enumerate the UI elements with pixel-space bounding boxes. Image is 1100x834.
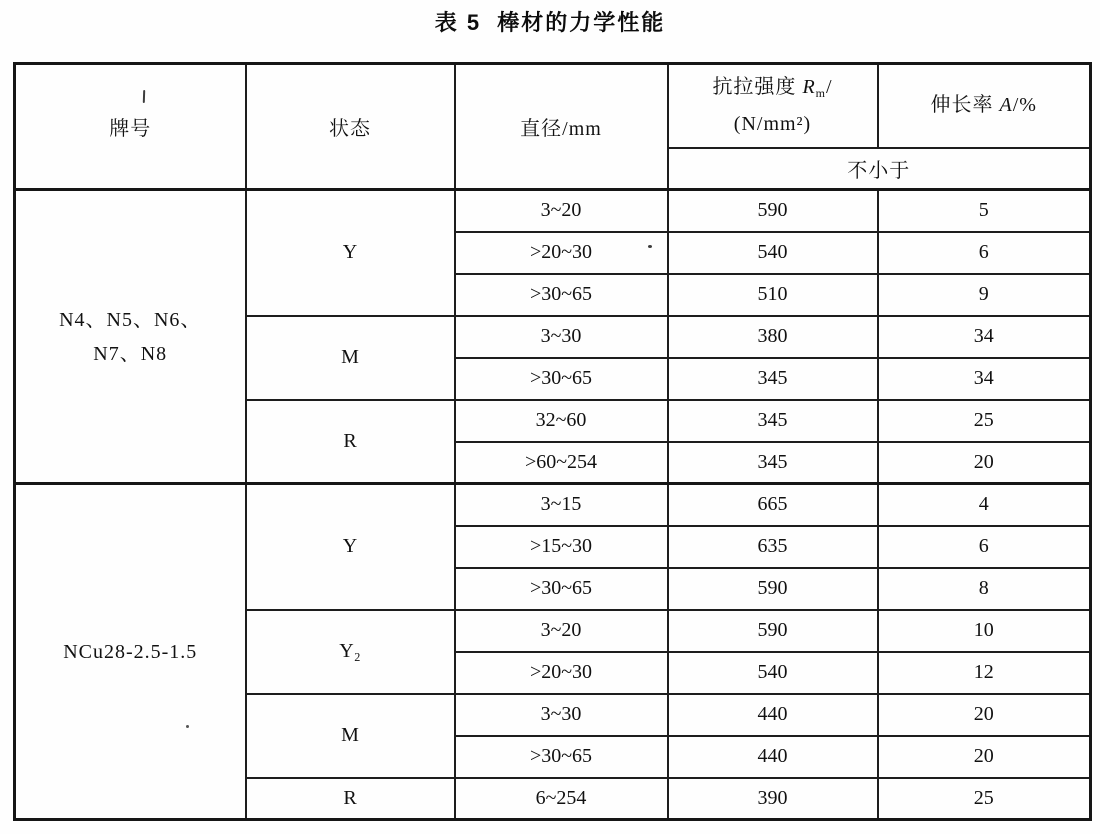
elongation-symbol: A bbox=[999, 94, 1013, 117]
state-cell: M bbox=[246, 694, 455, 778]
diameter-cell: >30~65 bbox=[455, 274, 668, 316]
scan-artifact-dot bbox=[648, 245, 652, 248]
elongation-cell: 25 bbox=[878, 400, 1091, 442]
tensile-cell: 380 bbox=[668, 316, 878, 358]
tensile-subscript: m bbox=[815, 85, 826, 100]
tensile-cell: 590 bbox=[668, 568, 878, 610]
table-body bbox=[15, 190, 1091, 820]
header-tensile-line1 bbox=[669, 72, 877, 109]
tensile-cell: 665 bbox=[668, 484, 878, 526]
diameter-cell: 3~30 bbox=[455, 316, 668, 358]
header-row-1 bbox=[15, 64, 1091, 148]
elongation-cell: 4 bbox=[878, 484, 1091, 526]
grade-cell bbox=[15, 484, 246, 820]
elongation-cell: 10 bbox=[878, 610, 1091, 652]
elongation-cell: 8 bbox=[878, 568, 1091, 610]
header-elongation-prefix: 伸长率 bbox=[930, 94, 1000, 117]
grade-cell bbox=[15, 190, 246, 484]
elongation-cell: 6 bbox=[878, 526, 1091, 568]
tensile-cell: 345 bbox=[668, 442, 878, 484]
elongation-cell: 9 bbox=[878, 274, 1091, 316]
elongation-cell: 12 bbox=[878, 652, 1091, 694]
state-cell: R bbox=[246, 778, 455, 820]
header-tensile-strength bbox=[668, 64, 878, 148]
tensile-cell: 390 bbox=[668, 778, 878, 820]
header-elongation-line bbox=[879, 90, 1090, 121]
state-cell: Y₂ bbox=[246, 610, 455, 694]
header-diameter: 直径/mm bbox=[455, 64, 668, 190]
elongation-cell: 20 bbox=[878, 736, 1091, 778]
table-row bbox=[15, 484, 1091, 526]
state-cell: M bbox=[246, 316, 455, 400]
header-grade: 牌号 bbox=[15, 64, 246, 190]
diameter-cell: >60~254 bbox=[455, 442, 668, 484]
tensile-cell: 440 bbox=[668, 694, 878, 736]
diameter-cell: >30~65 bbox=[455, 736, 668, 778]
header-elongation bbox=[878, 64, 1091, 148]
header-tensile-unit: (N/mm²) bbox=[733, 112, 812, 135]
grade-line: N4、N5、N6、 bbox=[59, 308, 202, 331]
tensile-cell: 635 bbox=[668, 526, 878, 568]
elongation-cell: 6 bbox=[878, 232, 1091, 274]
state-cell: R bbox=[246, 400, 455, 484]
tensile-cell: 345 bbox=[668, 358, 878, 400]
diameter-cell: >30~65 bbox=[455, 358, 668, 400]
elongation-cell: 20 bbox=[878, 694, 1091, 736]
grade-line: NCu28-2.5-1.5 bbox=[63, 640, 198, 663]
diameter-cell: 32~60 bbox=[455, 400, 668, 442]
header-state: 状态 bbox=[246, 64, 455, 190]
table-title: 表 5 棒材的力学性能 bbox=[434, 10, 666, 35]
tensile-cell: 510 bbox=[668, 274, 878, 316]
diameter-cell: >20~30 bbox=[455, 232, 668, 274]
elongation-cell: 34 bbox=[878, 316, 1091, 358]
tensile-cell: 590 bbox=[668, 190, 878, 232]
table-header bbox=[15, 64, 1091, 190]
tensile-cell: 540 bbox=[668, 232, 878, 274]
tensile-symbol: R bbox=[802, 75, 816, 98]
tensile-cell: 440 bbox=[668, 736, 878, 778]
diameter-cell: >30~65 bbox=[455, 568, 668, 610]
elongation-cell: 5 bbox=[878, 190, 1091, 232]
mechanical-properties-table bbox=[13, 62, 1092, 821]
diameter-cell: 3~20 bbox=[455, 190, 668, 232]
diameter-cell: 3~20 bbox=[455, 610, 668, 652]
table-row bbox=[15, 190, 1091, 232]
diameter-cell: 3~15 bbox=[455, 484, 668, 526]
diameter-cell: >20~30 bbox=[455, 652, 668, 694]
diameter-cell: 6~254 bbox=[455, 778, 668, 820]
state-cell: Y bbox=[246, 484, 455, 610]
tensile-cell: 590 bbox=[668, 610, 878, 652]
tensile-cell: 540 bbox=[668, 652, 878, 694]
elongation-cell: 20 bbox=[878, 442, 1091, 484]
diameter-cell: >15~30 bbox=[455, 526, 668, 568]
header-not-less-than: 不小于 bbox=[668, 148, 1091, 190]
grade-line: N7、N8 bbox=[93, 342, 168, 365]
header-tensile-prefix: 抗拉强度 bbox=[712, 75, 803, 98]
elongation-cell: 34 bbox=[878, 358, 1091, 400]
table-container bbox=[13, 62, 1092, 821]
elongation-cell: 25 bbox=[878, 778, 1091, 820]
diameter-cell: 3~30 bbox=[455, 694, 668, 736]
tensile-cell: 345 bbox=[668, 400, 878, 442]
state-cell: Y bbox=[246, 190, 455, 316]
tensile-slash: / bbox=[826, 75, 833, 98]
scan-artifact-dot bbox=[186, 725, 189, 728]
elongation-suffix: /% bbox=[1012, 94, 1037, 117]
